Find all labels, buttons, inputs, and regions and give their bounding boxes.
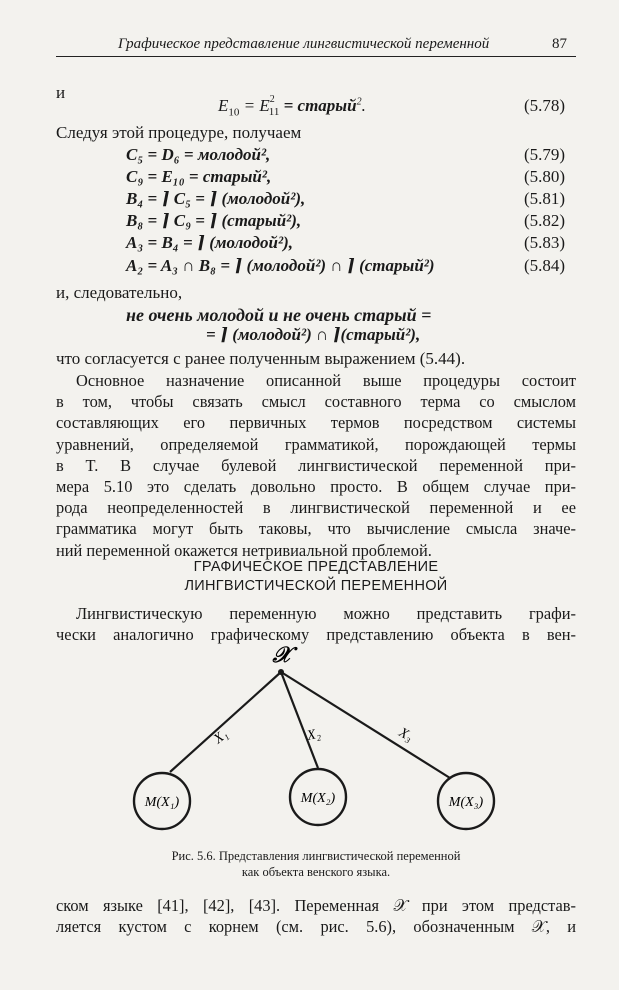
edge-2 xyxy=(281,672,318,768)
equation-5-83: A₃ = B₄ = ⌉ (молодой²), xyxy=(126,233,293,252)
figure-caption: Рис. 5.6. Представления лингвистической переменной как объекта венского языка. xyxy=(171,849,461,879)
equation-5-79: C₅ = D₆ = молодой², xyxy=(126,145,271,164)
header-rule xyxy=(56,56,576,57)
edge-label: X₁ xyxy=(211,727,232,748)
node-label: M(X₂) xyxy=(300,791,336,806)
edge-label: X₃ xyxy=(396,725,416,745)
paragraph-line: грамматика могут быть таковы, что вычисление смысла значе- xyxy=(56,519,576,539)
paragraph-line: Лингвистическую переменную можно представить графи- xyxy=(76,604,576,623)
paragraph-line: в T. В случае булевой лингвистической переменной при- xyxy=(56,455,576,475)
equation-5-80: C₉ = E₁₀ = старый², xyxy=(126,167,272,186)
node-label: M(X₃) xyxy=(448,795,484,810)
paragraph-line: в том, чтобы связать смысл составного терма со смыслом xyxy=(56,392,576,412)
equation-number: (5.83) xyxy=(524,233,566,252)
equation-number: (5.78) xyxy=(524,96,566,115)
following-text: Следуя этой процедуре, получаем xyxy=(56,123,302,142)
figure-5-6-tree xyxy=(0,640,619,840)
paragraph-line: рода неопределенностей в лингвистической переменной и ее xyxy=(56,498,576,518)
equation-number: (5.84) xyxy=(524,256,566,275)
edge-1 xyxy=(170,672,281,772)
equation-5-81: B₄ = ⌉ C₅ = ⌉ (молодой²), xyxy=(126,189,306,208)
page-number: 87 xyxy=(552,36,567,52)
paragraph-main xyxy=(56,370,576,561)
running-header-title: Графическое представление лингвистической переменной xyxy=(118,36,490,52)
root-label: 𝒳 xyxy=(272,642,292,667)
paragraph-line: чески аналогично графическому представлению объекта в вен- xyxy=(56,625,576,645)
node-label: M(X₁) xyxy=(144,795,180,810)
paragraph-line: ском языке [41], [42], [43]. Переменная 𝒳 при этом представ- xyxy=(56,896,576,915)
equation-number: (5.80) xyxy=(524,167,566,186)
paragraph-line: уравнений, определяемой грамматикой, порождающей термы xyxy=(56,434,576,454)
result-line-1: не очень молодой и не очень старый = xyxy=(126,305,432,325)
paragraph-continuation xyxy=(56,895,576,937)
equation-number: (5.82) xyxy=(524,211,566,230)
edge-3 xyxy=(281,672,450,778)
paragraph-line: составляющих его первичных термов посредством системы xyxy=(56,413,576,433)
section-heading: ГРАФИЧЕСКОЕ ПРЕДСТАВЛЕНИЕ ЛИНГВИСТИЧЕСКОЙ ПЕРЕМЕННОЙ xyxy=(184,559,448,594)
equation-number: (5.81) xyxy=(524,189,566,208)
agrees-text: что согласуется с ранее полученным выражением (5.44). xyxy=(56,349,466,368)
paragraph-line: ний переменной окажется нетривиальной проблемой. xyxy=(56,540,432,560)
edge-label: X₂ xyxy=(305,726,322,744)
paragraph-line: ляется кустом с корнем (см. рис. 5.6), обозначенным 𝒳, и xyxy=(56,917,576,937)
equation-5-82: B₈ = ⌉ C₉ = ⌉ (старый²), xyxy=(126,211,302,230)
equation-number: (5.79) xyxy=(524,145,566,164)
result-line-2: = ⌉ (молодой²) ∩ ⌉(старый²), xyxy=(206,325,421,344)
paragraph-line: Основное назначение описанной выше процедуры состоит xyxy=(76,371,576,390)
intro-word: и xyxy=(56,83,66,102)
consequently-text: и, следовательно, xyxy=(56,283,183,302)
equation-5-78: $E_{10} = E^2_{11}$ = старый$^2$. xyxy=(218,94,366,119)
equation-5-84: A₂ = A₃ ∩ B₈ = ⌉ (молодой²) ∩ ⌉ (старый²) xyxy=(126,256,435,275)
paragraph-line: мера 5.10 это сделать довольно просто. В общем случае при- xyxy=(56,477,576,497)
